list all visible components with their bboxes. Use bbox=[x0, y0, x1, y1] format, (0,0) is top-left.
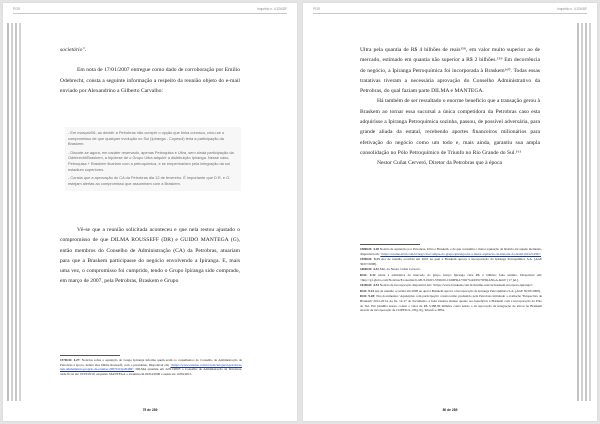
body-text-bottom bbox=[60, 225, 240, 287]
footnote: 160DOC 4.32 Mat. da Nestor Cuñat Cerveró. bbox=[360, 267, 421, 272]
footnote-rule bbox=[60, 355, 120, 356]
document-page-left bbox=[3, 3, 297, 421]
quote-item: - Em marços/06, ao decidir a Petrobras não cumprir o opção que tinha conosco, criou-se o compromisso de que qualquer evolução no Sul (Ipiranga - Copesul) teria a participação da Braskem. bbox=[68, 130, 225, 147]
footnote: 157DOC 4.27: Notícias sobre a aquisição do Grupo Ipiranga informa quem eram os conselheiros do Conselho de Administração da Petrobras à época, dentre eles Dilma Rousseff, com o presidente, Disponível em: <https://www.estadao.com.br/noticias/geral,petrobras-tem-alinhamento-proprio-da-reuniao,20070110p20469> DILMA assumiu em 22/01/2003 o Conselho de Administração da Petrobras, onde ficou até 19/03/2010, enquanto MANTEGA o assumiu em 09/04/2006 e assim até 14/09/2015. bbox=[60, 358, 243, 376]
quote-item: - Discute-se agora, em caráter reservado, apenas Petroquisa e Ultra, sem ainda participação da Odebrecht/Braskem, a hipótese de o Grupo Ultra adquirir a distribuição Ipiranga. Nesse caso, Petroquisa + Braskem ficariam com a petroquímica, e se empenhariam pela integração da sul estadium superiores. bbox=[68, 149, 234, 172]
paragraph: Ultra pela quantia de R$ 4 bilhões de reais¹⁵⁸, em valor muito superior ao de mercado, estimado em quantia não superior a R$ 2 bilhões.¹⁵⁹ Em decorrência do negócio, a Ipiranga Petroquímica foi incorporada à Braskem¹⁶⁰. Todas essas tratativas tiveram a necessária aprovação do Conselho Administrativo da Petrobras, do qual faziam parte DILMA e MANTEGA. bbox=[360, 47, 540, 95]
quoted-note-image bbox=[65, 127, 241, 191]
page-number: 75 de 289 bbox=[142, 408, 158, 412]
header-rule bbox=[313, 13, 587, 14]
paragraph: Em nota de 17/01/2007 entregue como dado de corroboração por Emílio Odebrecht, consta a seguinte informação a respeito da reunião objeto do e-mail enviado por Alexandrino a Gilberto Carvalho: bbox=[60, 67, 240, 94]
footnote: 158DOC 4.28 Notícia da aquisição por Petrobras, Ultra e Braskem, e de que consumiu o maior aquisição da história até aquele momento, disponível em: <https://exame.abril.com.br/negocios/compra-do-grupo-ipiranga-foi-a-maior-aquisicao-da-historia-do-brasil-m0121439/> bbox=[360, 247, 543, 256]
page-number: 80 de 289 bbox=[442, 408, 458, 412]
header-rule bbox=[13, 13, 287, 14]
body-text bbox=[360, 45, 540, 169]
footnotes bbox=[60, 358, 242, 377]
footnote-link[interactable]: <https://exame.abril.com.br/negocios/compra-do-grupo-ipiranga-foi-a-maior-aquisicao-da-historia-do-brasil-m0121439/> bbox=[380, 251, 542, 256]
side-signature-stamp bbox=[577, 23, 591, 401]
header-left-label: PGR bbox=[13, 7, 20, 11]
footnote-link[interactable]: <https://www.estadao.com.br/noticias/geral,petrobras-tem-alinhamento-proprio-da-reuniao,20070110p20469> bbox=[60, 362, 242, 372]
paragraph: Nestor Cuñat Cerveró, Diretor da Petrobras que à época bbox=[377, 160, 503, 167]
footnote: 161DOC 4.33 Notícia da incorporação disponível em: <https://www.braskem.com.br/detalhe-noticia/braskem-incorpora-ipiranga>. bbox=[360, 283, 534, 288]
header-right-label: Inquérito n. 4.326/DF bbox=[557, 7, 587, 11]
quote-item: - Consta que a aprovação do CA da Petrobras dia 12 de fevereiro. É importante que D.R. e G. estejam alertas ao compromisso que assumiram com a Braskem. bbox=[68, 175, 231, 186]
footnote: DOC 9.28: Nos documentos 'Aquisições com participação' consta termo produzido pela Petrobras intitulado a avaliação 'Perspectiva da Braskem' 2012-2014. As fls. 14-17 do documento, é feita extensa síntese quanto aos benefícios à Braskem com a incorporação do Pólo do Sul. Em planilha anexa, consta o valor de R$ 3.388,99 milhões como sendo o da aprovação da integração de ativos na Braskem através da incorporação de COPESUL, IPQ, IQ, Triunfo e IPPA. bbox=[360, 294, 542, 313]
paragraph: Vê-se que a reunião solicitada aconteceu e que nela restou ajustado o compromisso de que DILMA ROUSSEFF (DR) e GUIDO MANTEGA (G), então membros do Conselho de Administração (CA) da Petrobras, atuariam para que a Braskem participasse do negócio envolvendo a Ipiranga. E, mais uma vez, o compromisso foi cumprido, tendo o Grupo Ipiranga sido comprado, em março de 2007, pela Petrobras, Braskem e Grupo bbox=[60, 227, 240, 285]
side-signature-stamp bbox=[7, 23, 21, 401]
paragraph: societário". bbox=[60, 47, 87, 53]
header-right-label: Inquérito n. 4.326/DF bbox=[257, 7, 287, 11]
header-left-label: PGR bbox=[313, 7, 320, 11]
footnote-rule bbox=[360, 244, 420, 245]
body-text-top bbox=[60, 45, 240, 96]
paragraph: Há também de ser ressaltado o enorme benefício que a transação gerou à Braskem ao tornar essa sucursal a única competidora da Petrobras caso esta adquirisse a Ipiranga Petroquímica sozinha, passou, de possível adversária, para grande aliada da estatal, recebendo aportes financeiros milionários para efetivação do negócio como um todo e, mais ainda, garantiu sua ampla consolidação no Pólo Petroquímico de Triunfo no Rio Grande do Sul.¹⁶¹ bbox=[360, 98, 540, 156]
footnote: 159DOC 9.23 Ata de reunião ocorrida em 2010 na qual a Braskem aprova a incorporação da Ipiranga Petroquímica S.A. (AGE 30/07/2008). bbox=[360, 257, 542, 266]
document-page-right bbox=[303, 3, 597, 421]
footnotes bbox=[360, 247, 542, 314]
footnote: DOC 9.23 Ata de reunião ocorrida em 2008 na qual a Braskem aprova a incorporação da Ipiranga Petroquímica S.A. (AGE 30/03/2008). bbox=[360, 288, 541, 293]
footnote: DOC 4.32 relata a estimativa de mercado do grupo Grupo Ipiranga cabe R$ 2 bilhões; falta sentido. Disponível em: <http://g1.globo.com/Noticias/Economia/0,,MUL19453-5599,00-COMPRA+DO+GRUPO+IPIRANGA.html> [17 jul.]. bbox=[360, 272, 542, 282]
